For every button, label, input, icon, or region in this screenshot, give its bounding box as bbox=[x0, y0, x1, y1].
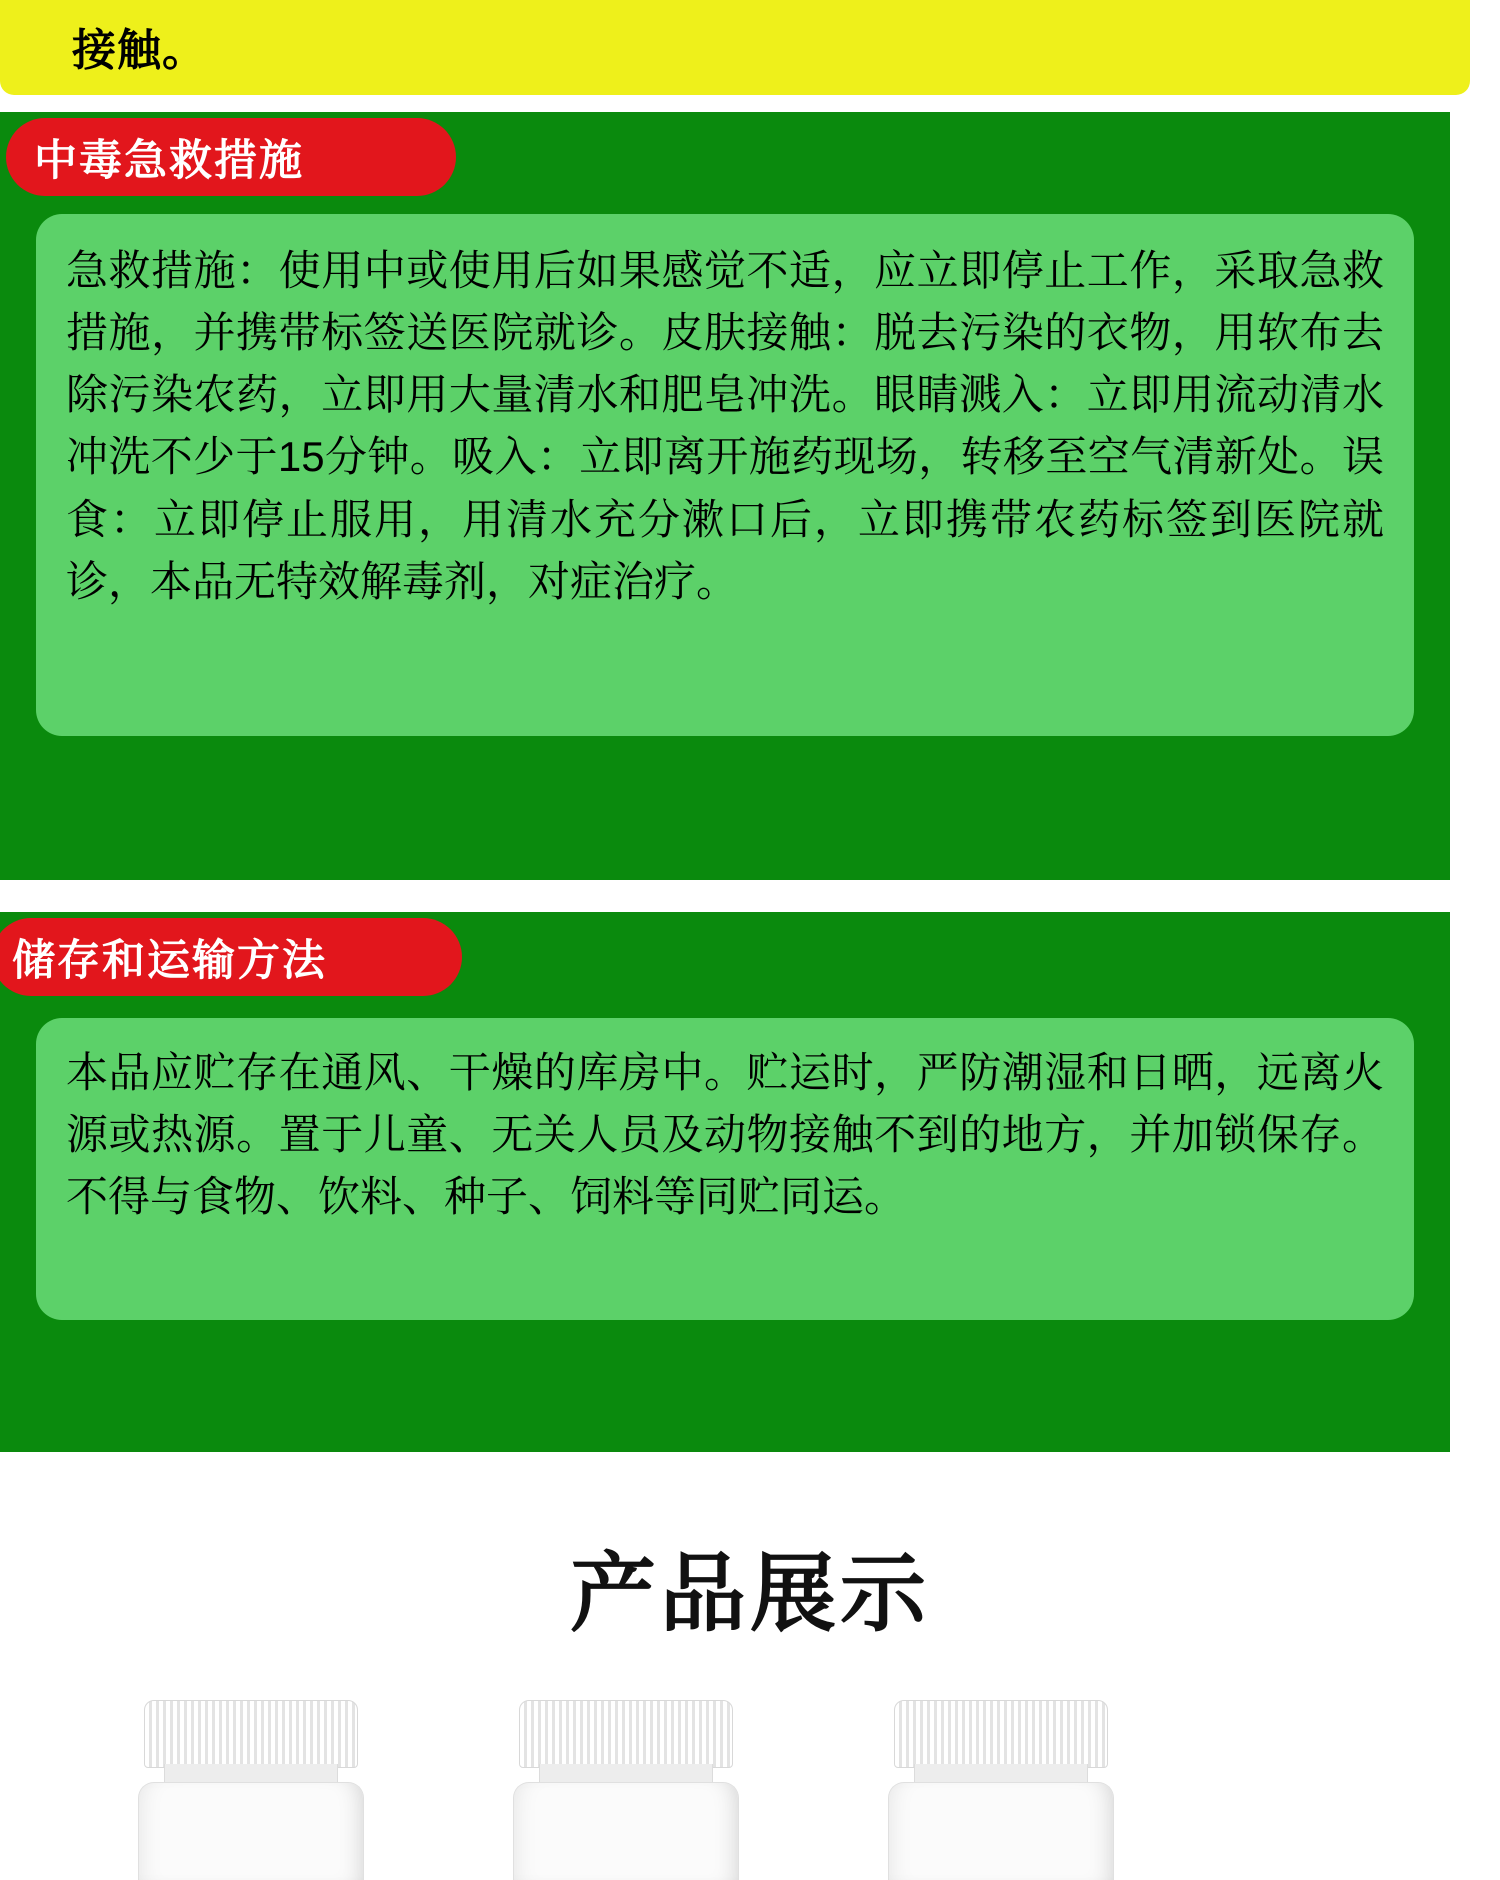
product-bottle-row bbox=[0, 1700, 1500, 1879]
continued-text: 接触。 bbox=[72, 26, 207, 75]
top-yellow-strip bbox=[0, 0, 1470, 95]
storage-body: 本品应贮存在通风、干燥的库房中。贮运时，严防潮湿和日晒，远离火源或热源。置于儿童、无关人员及动物接触不到的地方，并加锁保存。不得与食物、饮料、种子、饲料等同贮同运。 bbox=[36, 1018, 1414, 1320]
bottle-neck bbox=[539, 1764, 713, 1784]
product-bottle-2 bbox=[505, 1700, 745, 1879]
bottle-cap-icon bbox=[144, 1700, 358, 1768]
bottle-cap-icon bbox=[894, 1700, 1108, 1768]
product-bottle-3 bbox=[880, 1700, 1120, 1879]
bottle-cap-icon bbox=[519, 1700, 733, 1768]
product-showcase-title: 产品展示 bbox=[570, 1546, 930, 1642]
bottle-neck bbox=[914, 1764, 1088, 1784]
bottle-body bbox=[888, 1782, 1114, 1880]
first-aid-body: 急救措施：使用中或使用后如果感觉不适，应立即停止工作，采取急救措施，并携带标签送医院就诊。皮肤接触：脱去污染的衣物，用软布去除污染农药，立即用大量清水和肥皂冲洗。眼睛溅入：立即用流动清水冲洗不少于15分钟。吸入：立即离开施药现场，转移至空气清新处。误食：立即停止服用，用清水充分漱口后，立即携带农药标签到医院就诊，本品无特效解毒剂，对症治疗。 bbox=[36, 214, 1414, 736]
first-aid-header: 中毒急救措施 bbox=[6, 118, 456, 196]
storage-header: 储存和运输方法 bbox=[0, 918, 462, 996]
bottle-body bbox=[513, 1782, 739, 1880]
bottle-neck bbox=[164, 1764, 338, 1784]
product-bottle-1 bbox=[130, 1700, 370, 1879]
bottle-body bbox=[138, 1782, 364, 1880]
